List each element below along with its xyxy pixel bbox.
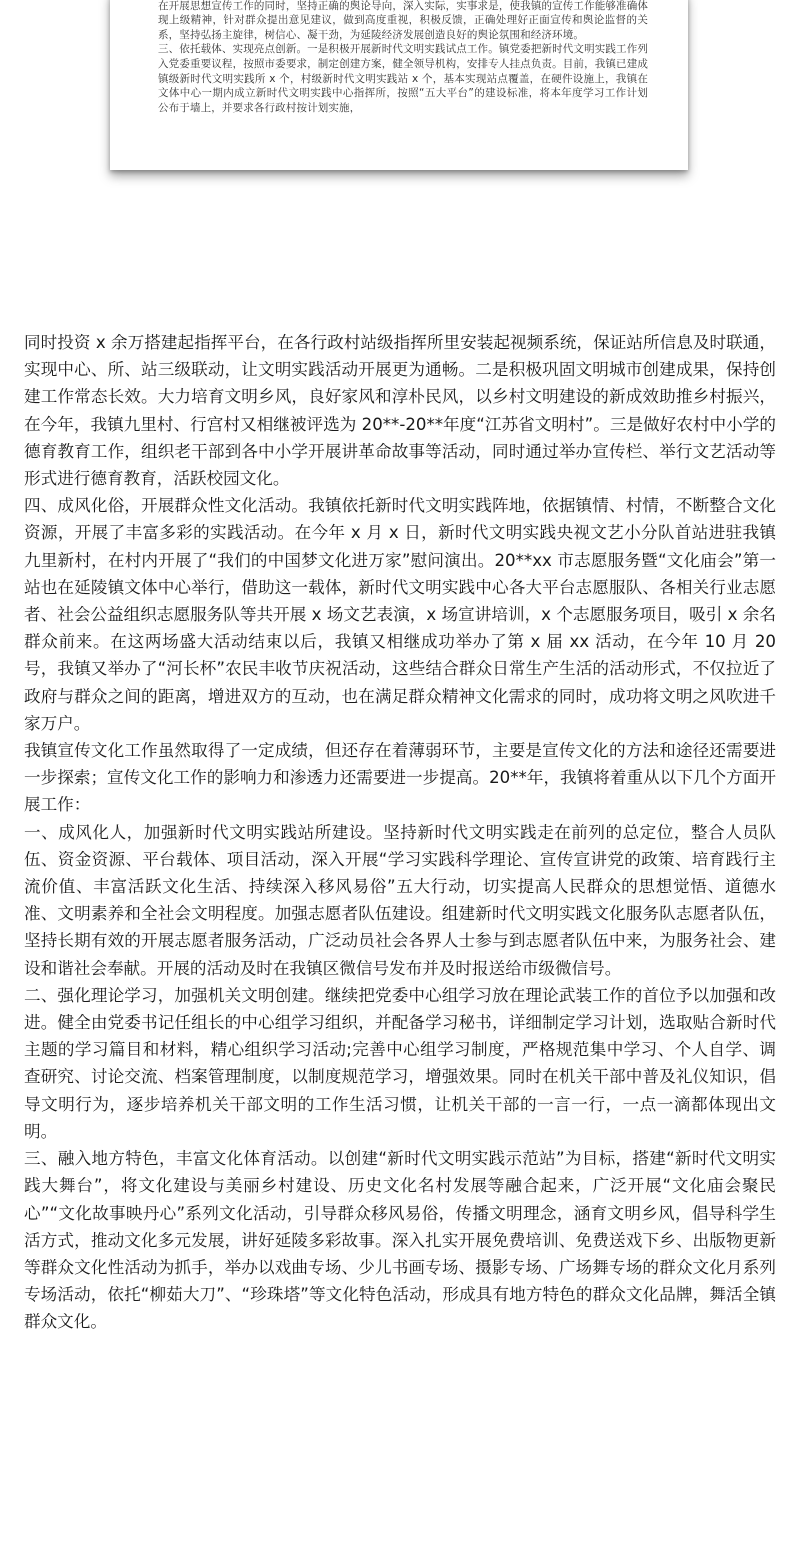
- body-paragraph: 我镇宣传文化工作虽然取得了一定成绩，但还存在着薄弱环节，主要是宣传文化的方法和途径还需要进一步探索；宣传文化工作的影响力和渗透力还需要进一步提高。20**年，我镇将着重从以下几个方面开展工作：: [24, 741, 776, 815]
- document-body: [24, 329, 776, 1336]
- preview-paragraph: 三、依托载体、实现亮点创新。一是积极开展新时代文明实践试点工作。镇党委把新时代文明实践工作列入党委重要议程，按照市委要求，制定创建方案，健全领导机构，安排专人挂点负责。目前，我镇已建成镇级新时代文明实践所 x 个，村级新时代文明实践站 x 个，基本实现站点覆盖，在硬件设施上，我镇在文体中心一期内成立新时代文明实践中心指挥所，按照“五大平台”的建设标准，将本年度学习工作计划公布于墙上，并要求各行政村按计划实施，: [158, 43, 648, 114]
- document-preview-card: [110, 0, 688, 170]
- body-paragraph: 一、成风化人，加强新时代文明实践站所建设。坚持新时代文明实践走在前列的总定位，整合人员队伍、资金资源、平台载体、项目活动，深入开展“学习实践科学理论、宣传宣讲党的政策、培育践行主流价值、丰富活跃文化生活、持续深入移风易俗”五大行动，切实提高人民群众的思想觉悟、道德水准、文明素养和全社会文明程度。加强志愿者队伍建设。组建新时代文明实践文化服务队志愿者队伍，坚持长期有效的开展志愿者服务活动，广泛动员社会各界人士参与到志愿者队伍中来，为服务社会、建设和谐社会奉献。开展的活动及时在我镇区微信号发布并及时报送给市级微信号。: [24, 822, 776, 978]
- body-paragraph: 二、强化理论学习，加强机关文明创建。继续把党委中心组学习放在理论武装工作的首位予以加强和改进。健全由党委书记任组长的中心组学习组织，并配备学习秘书，详细制定学习计划，选取贴合新时代主题的学习篇目和材料，精心组织学习活动;完善中心组学习制度，严格规范集中学习、个人自学、调查研究、讨论交流、档案管理制度，以制度规范学习，增强效果。同时在机关干部中普及礼仪知识，倡导文明行为，逐步培养机关干部文明的工作生活习惯，让机关干部的一言一行，一点一滴都体现出文明。: [24, 985, 776, 1141]
- preview-text: [158, 0, 648, 115]
- body-paragraph: 四、成风化俗，开展群众性文化活动。我镇依托新时代文明实践阵地，依据镇情、村情，不断整合文化资源，开展了丰富多彩的实践活动。在今年 x 月 x 日，新时代文明实践央视文艺小分队首站进驻我镇九里新村，在村内开展了“我们的中国梦文化进万家”慰问演出。20**xx 市志愿服务暨“文化庙会”第一站也在延陵镇文体中心举行，借助这一载体，新时代文明实践中心各大平台志愿服队、各相关行业志愿者、社会公益组织志愿服务队等共开展 x 场文艺表演，x 场宣讲培训，x 个志愿服务项目，吸引 x 余名群众前来。在这两场盛大活动结束以后，我镇又相继成功举办了第 x 届 xx 活动，在今年 10 月 20 号，我镇又举办了“河长杯”农民丰收节庆祝活动，这些结合群众日常生产生活的活动形式，不仅拉近了政府与群众之间的距离，增进双方的互动，也在满足群众精神文化需求的同时，成功将文明之风吹进千家万户。: [24, 496, 776, 733]
- preview-area: [0, 0, 800, 200]
- preview-paragraph: 在开展思想宣传工作的同时，坚持正确的舆论导向，深入实际，实事求是，使我镇的宣传工作能够准确体现上级精神，针对群众提出意见建议，做到高度重视，积极反馈，正确处理好正面宣传和舆论监督的关系，坚持弘扬主旋律，树信心、凝干劲，为延陵经济发展创造良好的舆论氛围和经济环境。: [158, 0, 648, 41]
- body-paragraph: 三、融入地方特色，丰富文化体育活动。以创建“新时代文明实践示范站”为目标，搭建“新时代文明实践大舞台”，将文化建设与美丽乡村建设、历史文化名村发展等融合起来，广泛开展“文化庙会聚民心”“文化故事映丹心”系列文化活动，引导群众移风易俗，传播文明理念，涵育文明乡风，倡导科学生活方式，推动文化多元发展，讲好延陵多彩故事。深入扎实开展免费培训、免费送戏下乡、出版物更新等群众文化性活动为抓手，举办以戏曲专场、少儿书画专场、摄影专场、广场舞专场的群众文化月系列专场活动，依托“柳茹大刀”、“珍珠塔”等文化特色活动，形成具有地方特色的群众文化品牌，舞活全镇群众文化。: [24, 1149, 776, 1332]
- body-paragraph: 同时投资 x 余万搭建起指挥平台，在各行政村站级指挥所里安装起视频系统，保证站所信息及时联通，实现中心、所、站三级联动，让文明实践活动开展更为通畅。二是积极巩固文明城市创建成果，保持创建工作常态长效。大力培育文明乡风，良好家风和淳朴民风，以乡村文明建设的新成效助推乡村振兴，在今年，我镇九里村、行宫村又相继被评选为 20**-20**年度“江苏省文明村”。三是做好农村中小学的德育教育工作，组织老干部到各中小学开展讲革命故事等活动，同时通过举办宣传栏、举行文艺活动等形式进行德育教育，活跃校园文化。: [24, 333, 776, 489]
